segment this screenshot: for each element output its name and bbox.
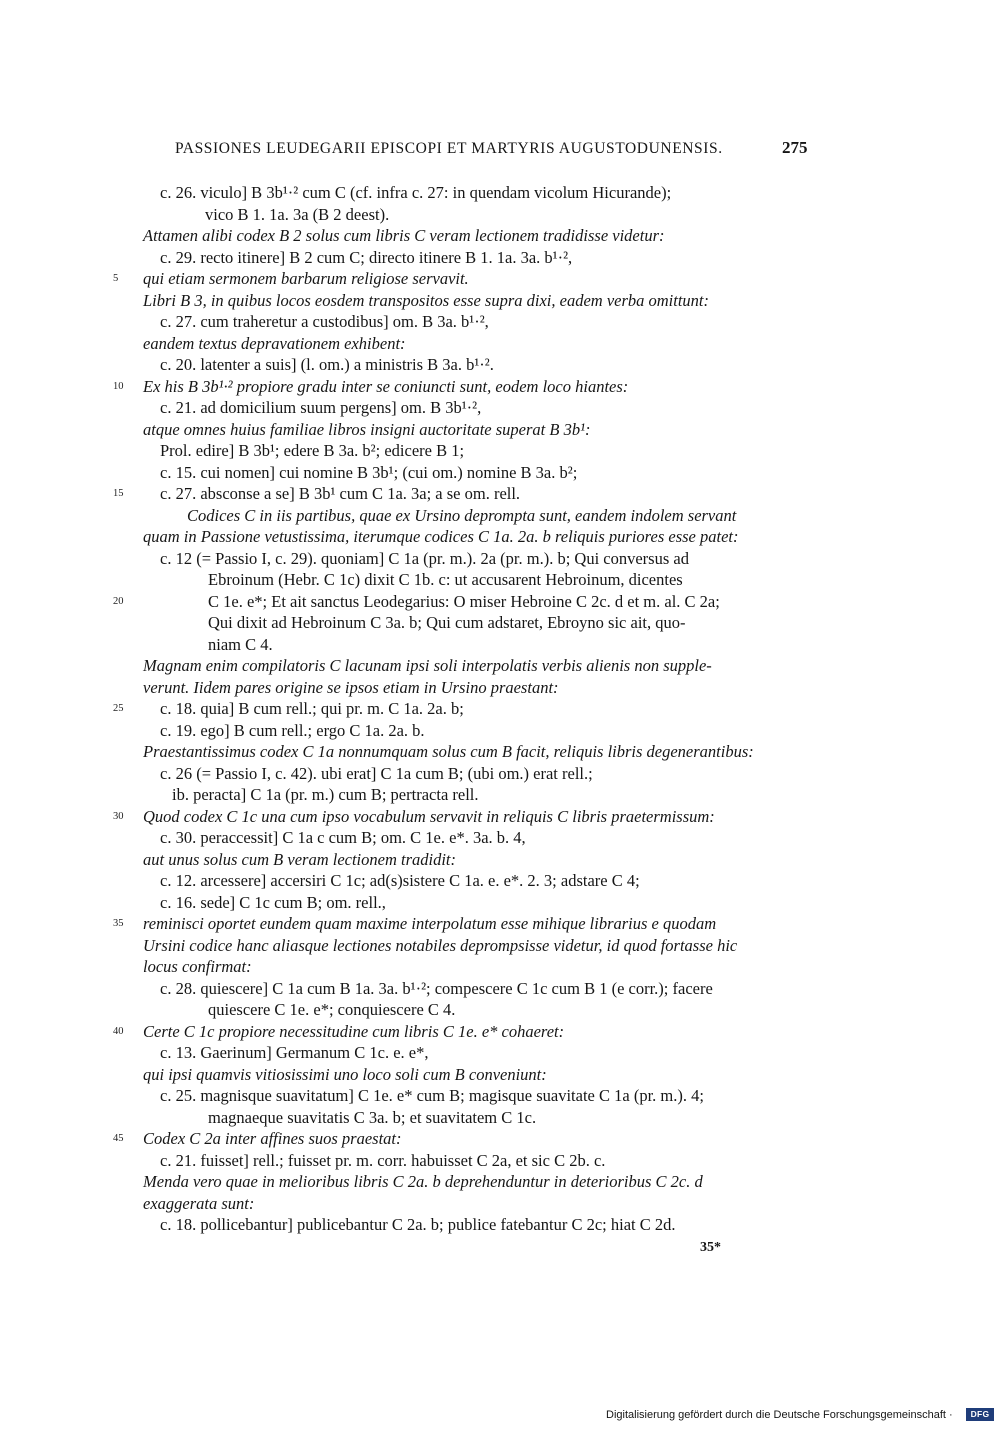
text-line (0, 397, 1000, 419)
line-text: c. 26. viculo] B 3b¹·² cum C (cf. infra c. 27: in quendam vicolum Hicurande); (160, 183, 672, 202)
line-number: 5 (113, 273, 119, 284)
text-line (0, 290, 1000, 312)
line-text: Ex his B 3b¹·² propiore gradu inter se coniuncti sunt, eodem loco hiantes: (143, 376, 629, 396)
text-line (0, 999, 1000, 1021)
line-text: c. 12 (= Passio I, c. 29). quoniam] C 1a (pr. m.). 2a (pr. m.). b; Qui conversus ad (160, 548, 689, 568)
text-line (0, 720, 1000, 742)
text-line (0, 505, 1000, 527)
line-text: magnaeque suavitatis C 3a. b; et suavitatem C 1c. (208, 1107, 537, 1127)
text-line (0, 612, 1000, 634)
line-text: c. 18. quia] B cum rell.; qui pr. m. C 1a. 2a. b; (160, 699, 464, 718)
text-line (0, 677, 1000, 699)
line-text: vico B 1. 1a. 3a (B 2 deest). (205, 204, 390, 224)
text-line (0, 483, 1000, 505)
line-text: c. 27. cum traheretur a custodibus] om. B 3a. b¹·², (160, 312, 489, 331)
line-text: c. 28. quiescere] C 1a cum B 1a. 3a. b¹·²; compescere C 1c cum B 1 (e corr.); facere (160, 978, 713, 998)
page-header (0, 140, 1000, 164)
line-text: Codex C 2a inter affines suos praestat: (143, 1129, 402, 1148)
line-text: qui ipsi quamvis vitiosissimi uno loco soli cum B conveniunt: (143, 1064, 547, 1084)
line-text: c. 21. fuisset] rell.; fuisset pr. m. corr. habuisset C 2a, et sic C 2b. c. (160, 1150, 606, 1170)
text-line (0, 763, 1000, 785)
line-text: ib. peracta] C 1a (pr. m.) cum B; pertracta rell. (172, 785, 479, 804)
line-text: exaggerata sunt: (143, 1193, 255, 1213)
text-line (0, 268, 1000, 290)
text-line (0, 1064, 1000, 1086)
line-text: quiescere C 1e. e*; conquiescere C 4. (208, 1000, 456, 1019)
text-line (0, 548, 1000, 570)
line-number: 20 (113, 595, 124, 607)
text-line (0, 333, 1000, 355)
line-text: c. 18. pollicebantur] publicebantur C 2a. b; publice fatebantur C 2c; hiat C 2d. (160, 1215, 676, 1234)
text-line (0, 354, 1000, 376)
line-text: atque omnes huius familiae libros insigni auctoritate superat B 3b¹: (143, 419, 591, 439)
line-text: c. 13. Gaerinum] Germanum C 1c. e. e*, (160, 1043, 429, 1062)
line-text: eandem textus depravationem exhibent: (143, 333, 406, 353)
line-text: Prol. edire] B 3b¹; edere B 3a. b²; edicere B 1; (160, 441, 465, 460)
line-number: 40 (113, 1025, 124, 1037)
line-text: niam C 4. (208, 634, 273, 654)
line-number: 25 (113, 703, 124, 714)
line-text: c. 12. arcessere] accersiri C 1c; ad(s)sistere C 1a. e. e*. 2. 3; adstare C 4; (160, 871, 640, 890)
text-line (0, 526, 1000, 548)
line-text: c. 26 (= Passio I, c. 42). ubi erat] C 1a cum B; (ubi om.) erat rell.; (160, 763, 593, 783)
line-text: c. 25. magnisque suavitatum] C 1e. e* cum B; magisque suavitate C 1a (pr. m.). 4; (160, 1086, 704, 1105)
text-line (0, 204, 1000, 226)
line-text: Libri B 3, in quibus locos eosdem transpositos esse supra dixi, eadem verba omittunt: (143, 290, 710, 310)
signature-mark: 35* (700, 1240, 721, 1255)
line-text: Menda vero quae in melioribus libris C 2a. b deprehenduntur in deterioribus C 2c. d (143, 1172, 703, 1191)
line-text: Ebroinum (Hebr. C 1c) dixit C 1b. c: ut accusarent Hebroinum, dicentes (208, 570, 683, 589)
line-text: verunt. Iidem pares origine se ipsos etiam in Ursino praestant: (143, 677, 559, 697)
text-line (0, 892, 1000, 914)
line-text: aut unus solus cum B veram lectionem tradidit: (143, 849, 457, 869)
line-text: qui etiam sermonem barbarum religiose servavit. (143, 269, 469, 288)
text-line (0, 311, 1000, 333)
text-line (0, 849, 1000, 871)
dfg-logo: DFG (966, 1408, 994, 1421)
line-text: C 1e. e*; Et ait sanctus Leodegarius: O miser Hebroine C 2c. d et m. al. C 2a; (208, 591, 720, 611)
text-line (0, 1171, 1000, 1193)
line-text: c. 16. sede] C 1c cum B; om. rell., (160, 892, 386, 912)
line-text: c. 21. ad domicilium suum pergens] om. B 3b¹·², (160, 398, 482, 417)
line-text: reminisci oportet eundem quam maxime interpolatum esse mihique librarius e quodam (143, 914, 717, 933)
line-text: c. 29. recto itinere] B 2 cum C; directo itinere B 1. 1a. 3a. b¹·², (160, 247, 573, 267)
line-text: c. 30. peraccessit] C 1a c cum B; om. C 1e. e*. 3a. b. 4, (160, 828, 526, 847)
text-line (0, 1193, 1000, 1215)
page-number: 275 (782, 138, 808, 157)
text-line (0, 634, 1000, 656)
text-line (0, 655, 1000, 677)
line-number: 15 (113, 488, 124, 499)
line-text: Qui dixit ad Hebroinum C 3a. b; Qui cum adstaret, Ebroyno sic ait, quo- (208, 613, 686, 632)
line-text: locus confirmat: (143, 957, 252, 976)
text-line (0, 1214, 1000, 1236)
text-line (0, 225, 1000, 247)
text-line (0, 376, 1000, 398)
text-line (0, 741, 1000, 763)
line-text: c. 20. latenter a suis] (l. om.) a ministris B 3a. b¹·². (160, 355, 494, 374)
text-line (0, 698, 1000, 720)
footer-credit (606, 1406, 1000, 1424)
footer-text: Digitalisierung gefördert durch die Deutsche Forschungsgemeinschaft · (606, 1409, 953, 1421)
text-line (0, 591, 1000, 613)
text-line (0, 935, 1000, 957)
line-text: c. 15. cui nomen] cui nomine B 3b¹; (cui om.) nomine B 3a. b²; (160, 462, 578, 482)
text-line (0, 419, 1000, 441)
line-text: c. 19. ego] B cum rell.; ergo C 1a. 2a. b. (160, 720, 425, 740)
text-line (0, 1128, 1000, 1150)
text-line (0, 1085, 1000, 1107)
line-text: Attamen alibi codex B 2 solus cum libris C veram lectionem tradidisse videtur: (143, 226, 665, 245)
line-text: Certe C 1c propiore necessitudine cum libris C 1e. e* cohaeret: (143, 1021, 565, 1041)
text-line (0, 1021, 1000, 1043)
text-line (0, 440, 1000, 462)
line-text: Ursini codice hanc aliasque lectiones notabiles deprompsisse videtur, id quod fortasse hic (143, 935, 738, 955)
line-text: c. 27. absconse a se] B 3b¹ cum C 1a. 3a; a se om. rell. (160, 484, 521, 503)
line-number: 30 (113, 810, 124, 822)
text-line (0, 978, 1000, 1000)
line-number: 10 (113, 380, 124, 392)
text-line (0, 913, 1000, 935)
text-line (0, 806, 1000, 828)
text-line (0, 182, 1000, 204)
line-number: 35 (113, 918, 124, 929)
text-line (0, 1042, 1000, 1064)
text-line (0, 870, 1000, 892)
running-title: PASSIONES LEUDEGARII EPISCOPI ET MARTYRIS AUGUSTODUNENSIS. (175, 140, 723, 157)
line-text: Quod codex C 1c una cum ipso vocabulum servavit in reliquis C libris praetermissum: (143, 806, 715, 826)
text-line (0, 462, 1000, 484)
line-text: Praestantissimus codex C 1a nonnumquam solus cum B facit, reliquis libris degenerantibus: (143, 742, 754, 761)
line-number: 45 (113, 1133, 124, 1144)
line-text: quam in Passione vetustissima, iterumque codices C 1a. 2a. b reliquis puriores esse patet: (143, 527, 739, 546)
text-line (0, 827, 1000, 849)
line-text: Magnam enim compilatoris C lacunam ipsi soli interpolatis verbis alienis non supple- (143, 656, 712, 675)
text-line (0, 247, 1000, 269)
page-body (0, 182, 1000, 1236)
text-line (0, 1150, 1000, 1172)
text-line (0, 784, 1000, 806)
text-line (0, 569, 1000, 591)
text-line (0, 956, 1000, 978)
text-line (0, 1107, 1000, 1129)
line-text: Codices C in iis partibus, quae ex Ursino deprompta sunt, eandem indolem servant (187, 505, 737, 525)
